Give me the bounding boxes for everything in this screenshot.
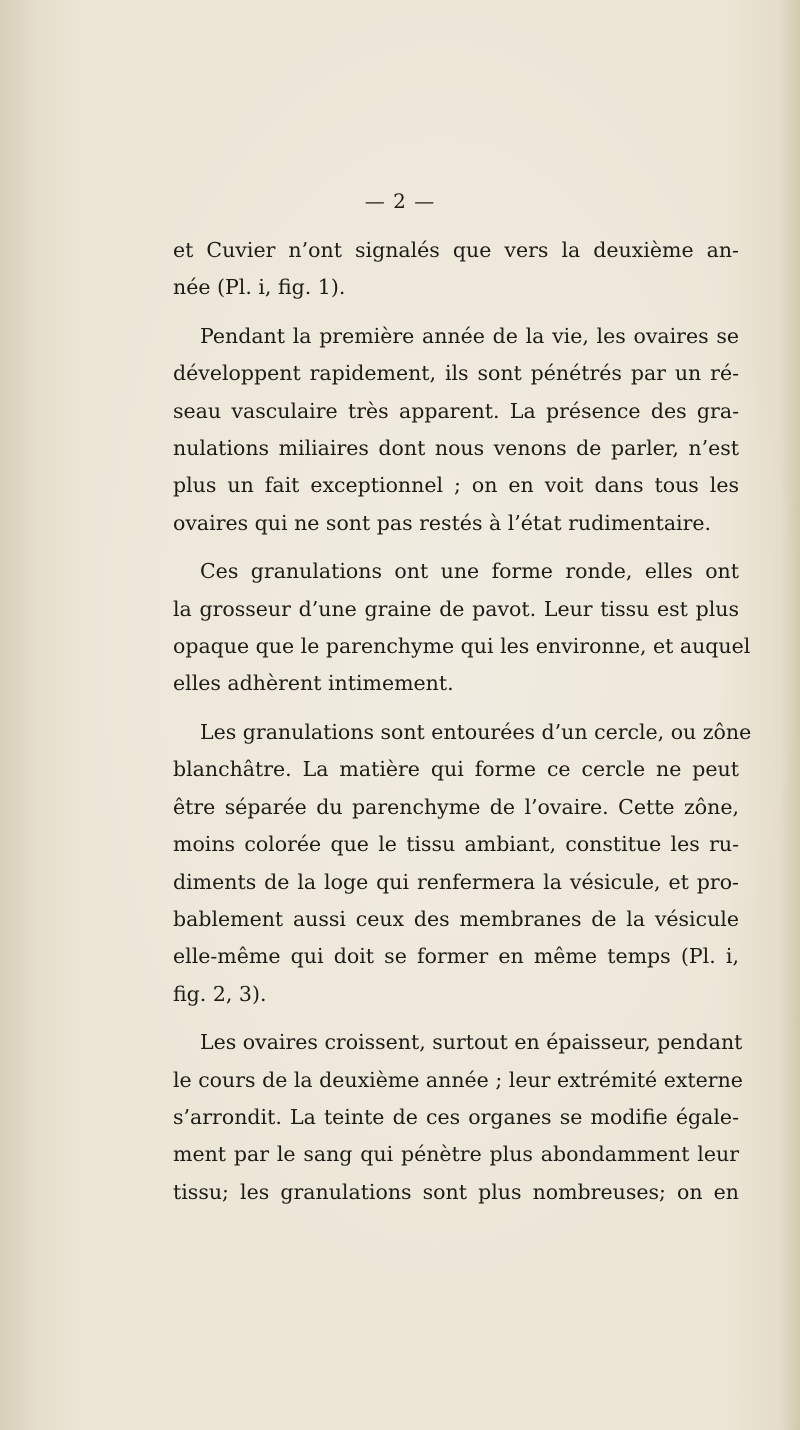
text-line: être séparée du parenchyme de l’ovaire. Cette zône, <box>173 794 739 819</box>
text-line: blanchâtre. La matière qui forme ce cercle ne peut <box>173 757 739 782</box>
text-line: bablement aussi ceux des membranes de la vésicule <box>173 906 739 931</box>
paragraph <box>173 318 739 542</box>
body-text <box>173 232 752 1211</box>
text-line: et Cuvier n’ont signalés que vers la deuxième an- <box>173 238 739 262</box>
text-line: la grosseur d’une graine de pavot. Leur tissu est plus <box>173 596 739 621</box>
text-line: moins colorée que le tissu ambiant, constitue les ru- <box>173 832 739 857</box>
text-line: le cours de la deuxième année ; leur extrémité externe <box>173 1067 743 1092</box>
paragraph <box>173 714 752 1013</box>
text-line: Ces granulations ont une forme ronde, elles ont <box>200 559 739 584</box>
text-line: Les granulations sont entourées d’un cercle, ou zône <box>200 719 752 744</box>
text-line: elle-même qui doit se former en même temps (Pl. i, <box>173 944 739 969</box>
text-line: Les ovaires croissent, surtout en épaisseur, pendant <box>200 1030 743 1055</box>
paragraph <box>173 232 739 307</box>
text-line: ment par le sang qui pénètre plus abondamment leur <box>173 1142 739 1167</box>
text-line: elles adhèrent intimement. <box>173 671 454 696</box>
text-line: tissu; les granulations sont plus nombreuses; on en <box>173 1179 739 1204</box>
text-line: seau vasculaire très apparent. La présence des gra- <box>173 398 739 423</box>
text-line: Pendant la première année de la vie, les ovaires se <box>200 323 739 348</box>
paragraph <box>173 1024 743 1211</box>
page-number: — 2 — <box>364 189 436 213</box>
text-line: développent rapidement, ils sont pénétrés par un ré- <box>173 361 739 386</box>
text-line: s’arrondit. La teinte de ces organes se modifie égale- <box>173 1104 739 1129</box>
text-line: née (Pl. i, fig. 1). <box>173 275 346 300</box>
text-line: fig. 2, 3). <box>173 981 267 1006</box>
text-line: ovaires qui ne sont pas restés à l’état rudimentaire. <box>173 510 712 535</box>
text-line: plus un fait exceptionnel ; on en voit dans tous les <box>173 473 739 498</box>
paragraph <box>173 553 751 703</box>
text-line: nulations miliaires dont nous venons de parler, n’est <box>173 436 739 461</box>
text-line: opaque que le parenchyme qui les environne, et auquel <box>173 634 751 659</box>
text-line: diments de la loge qui renfermera la vésicule, et pro- <box>173 869 739 894</box>
